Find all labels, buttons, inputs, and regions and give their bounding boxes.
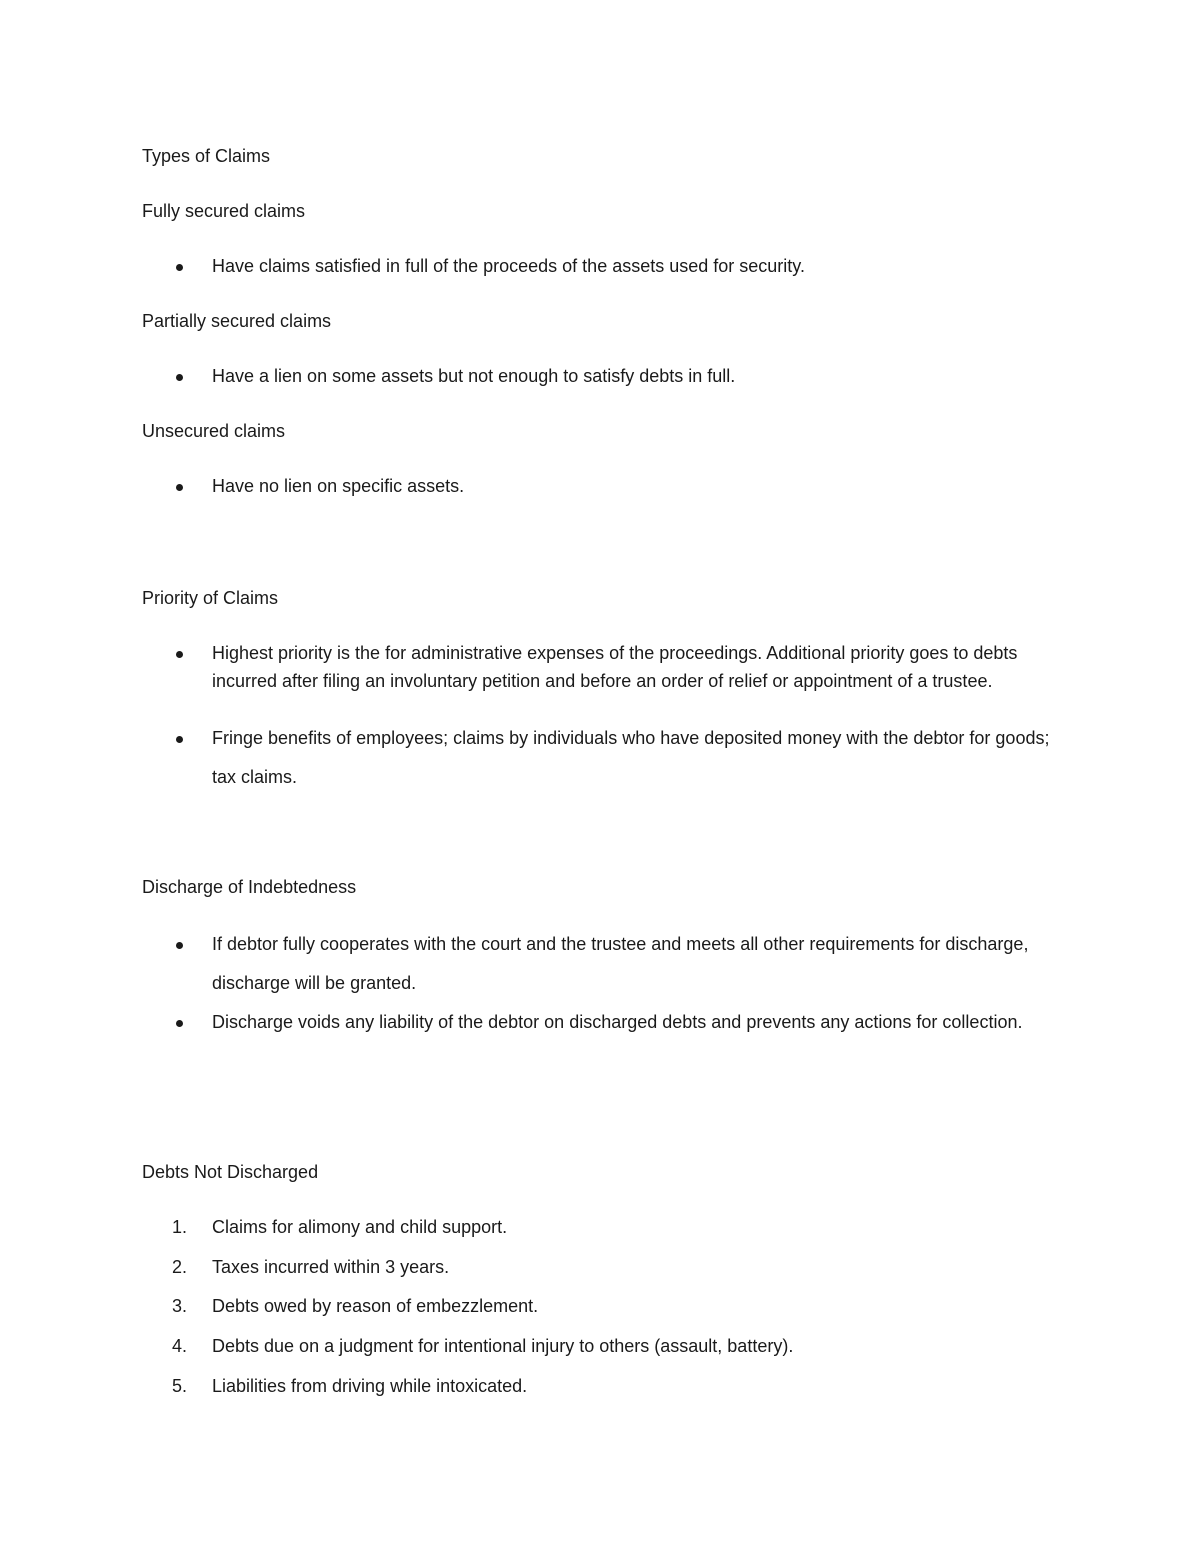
bullet-icon — [174, 1010, 188, 1034]
heading-types-of-claims: Types of Claims — [142, 146, 271, 166]
bullet-icon — [174, 364, 188, 388]
bullet-icon — [174, 641, 188, 665]
list-number: 1. — [172, 1217, 188, 1237]
list-item: Have claims satisfied in full of the proceeds of the assets used for security. — [212, 256, 805, 276]
bullet-icon — [174, 474, 188, 498]
list-item: If debtor fully cooperates with the court and the trustee and meets all other requirements for discharge, discharge will be granted. — [212, 934, 1029, 993]
list-number: 4. — [172, 1336, 188, 1356]
list-item: Have a lien on some assets but not enough to satisfy debts in full. — [212, 366, 736, 386]
list-item: Discharge voids any liability of the debtor on discharged debts and prevents any actions for collection. — [212, 1012, 1023, 1032]
list-item: Highest priority is the for administrative expenses of the proceedings. Additional priority goes to debts incurred after filing an involuntary petition and before an order of relief or appointment of a trustee. — [212, 643, 1018, 691]
list-item: Debts due on a judgment for intentional injury to others (assault, battery). — [212, 1336, 794, 1356]
list-number: 2. — [172, 1257, 188, 1277]
bullet-icon — [174, 254, 188, 278]
list-item: Fringe benefits of employees; claims by individuals who have deposited money with the debtor for goods; tax claims. — [212, 728, 1050, 787]
list-number: 3. — [172, 1296, 188, 1316]
subheading-partially-secured: Partially secured claims — [142, 311, 332, 331]
list-item: Taxes incurred within 3 years. — [212, 1257, 450, 1277]
list-item: Debts owed by reason of embezzlement. — [212, 1296, 539, 1316]
subheading-unsecured: Unsecured claims — [142, 421, 286, 441]
heading-priority-of-claims: Priority of Claims — [142, 588, 279, 608]
list-item: Claims for alimony and child support. — [212, 1217, 508, 1237]
bullet-icon — [174, 726, 188, 750]
heading-discharge-of-indebtedness: Discharge of Indebtedness — [142, 877, 357, 897]
list-number: 5. — [172, 1376, 188, 1396]
heading-debts-not-discharged: Debts Not Discharged — [142, 1162, 319, 1182]
list-item: Liabilities from driving while intoxicated. — [212, 1376, 528, 1396]
list-item: Have no lien on specific assets. — [212, 476, 465, 496]
bullet-icon — [174, 932, 188, 956]
subheading-fully-secured: Fully secured claims — [142, 201, 306, 221]
